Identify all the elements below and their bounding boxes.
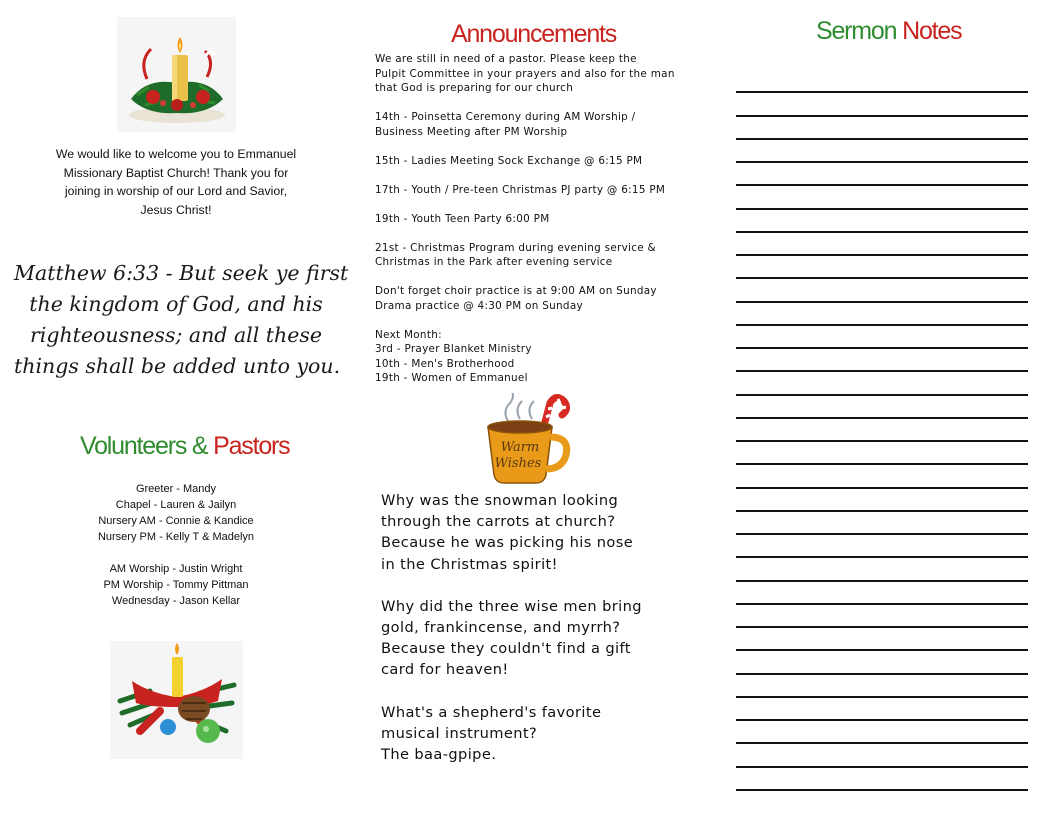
scripture-verse — [14, 258, 349, 382]
warm-wishes-mug-image — [480, 393, 576, 485]
joke-line: through the carrots at church? — [381, 513, 616, 531]
sermon-heading-red: Notes — [902, 17, 962, 45]
note-line — [736, 349, 1028, 372]
note-line — [736, 628, 1028, 651]
announcement-line: 19th - Women of Emmanuel — [375, 372, 528, 384]
welcome-line: Jesus Christ! — [140, 202, 212, 217]
announcements-heading-text: Announcements — [451, 20, 617, 48]
announcement-line: 15th - Ladies Meeting Sock Exchange @ 6:15 PM — [375, 154, 643, 167]
announcement-line: that God is preparing for our church — [375, 82, 574, 94]
announcement-line: We are still in need of a pastor. Please keep the — [375, 53, 637, 65]
note-line — [736, 372, 1028, 395]
note-line — [736, 675, 1028, 698]
joke-line: in the Christmas spirit! — [381, 555, 558, 573]
candle-wreath-image — [117, 17, 236, 132]
volunteer-item: Chapel - Lauren & Jailyn — [115, 499, 237, 511]
verse-line: Matthew 6:33 - But seek ye first — [14, 261, 349, 285]
candle-pinecone-image — [110, 641, 243, 759]
christmas-jokes — [381, 490, 701, 765]
announcements-list — [375, 52, 695, 386]
joke-line: Why did the three wise men bring — [381, 597, 642, 615]
note-line — [736, 419, 1028, 442]
verse-line: things shall be added unto you. — [14, 354, 341, 378]
volunteers-heading — [80, 432, 289, 461]
joke-line: Because they couldn't find a gift — [381, 640, 631, 658]
volunteers-heading-red: Pastors — [213, 432, 290, 460]
announcement-line: 19th - Youth Teen Party 6:00 PM — [375, 212, 550, 225]
joke-line: card for heaven! — [381, 661, 509, 679]
announcement-gap — [375, 226, 695, 241]
joke-line: Why was the snowman looking — [381, 492, 619, 509]
right-panel — [704, 0, 1056, 816]
note-line — [736, 582, 1028, 605]
welcome-line: We would like to welcome you to Emmanuel — [55, 147, 297, 161]
mug-text-warm: Warm — [500, 440, 540, 455]
joke-gap — [381, 681, 701, 702]
volunteer-item: Nursery PM - Kelly T & Madelyn — [97, 531, 255, 543]
announcement-line: 14th - Poinsetta Ceremony during AM Worship / — [375, 111, 636, 123]
note-line — [736, 163, 1028, 186]
left-panel — [0, 0, 352, 816]
list-spacer — [70, 545, 282, 561]
announcement-line: 3rd - Prayer Blanket Ministry — [375, 343, 532, 355]
announcement-gap — [375, 313, 695, 328]
middle-panel — [352, 0, 704, 816]
note-line — [736, 721, 1028, 744]
verse-line: the kingdom of God, and his — [29, 292, 323, 316]
note-line — [736, 279, 1028, 302]
announcement-line: Christmas in the Park after evening service — [375, 256, 613, 268]
announcements-heading — [451, 20, 616, 49]
note-line — [736, 512, 1028, 535]
note-line — [736, 186, 1028, 209]
sermon-heading-green: Sermon — [816, 17, 897, 45]
note-line — [736, 256, 1028, 279]
note-line — [736, 489, 1028, 512]
note-line — [736, 558, 1028, 581]
announcement-line: Business Meeting after PM Worship — [375, 125, 568, 138]
note-line — [736, 233, 1028, 256]
note-line — [736, 698, 1028, 721]
announcement-gap — [375, 96, 695, 111]
verse-line: righteousness; and all these — [29, 323, 323, 347]
note-line — [736, 117, 1028, 140]
announcement-gap — [375, 168, 695, 183]
volunteer-item: Greeter - Mandy — [135, 483, 217, 495]
welcome-message — [30, 145, 322, 219]
note-line — [736, 465, 1028, 488]
note-line — [736, 442, 1028, 465]
announcement-line: Next Month: — [375, 328, 442, 341]
note-line — [736, 210, 1028, 233]
note-line — [736, 535, 1028, 558]
volunteers-heading-green: Volunteers & — [80, 432, 208, 460]
pastor-item: PM Worship - Tommy Pittman — [103, 579, 249, 591]
mug-text-wishes: Wishes — [494, 456, 542, 471]
announcement-line: 21st - Christmas Program during evening service & — [375, 241, 656, 254]
note-line — [736, 744, 1028, 767]
sermon-notes-lines — [736, 70, 1028, 791]
announcement-line: 10th - Men's Brotherhood — [375, 357, 515, 370]
note-line — [736, 93, 1028, 116]
note-line — [736, 140, 1028, 163]
joke-gap — [381, 575, 701, 596]
announcement-gap — [375, 139, 695, 154]
note-line — [736, 651, 1028, 674]
joke-line: Because he was picking his nose — [381, 534, 634, 552]
joke-line: What's a shepherd's favorite — [381, 703, 602, 721]
pastor-item: Wednesday - Jason Kellar — [111, 595, 241, 607]
note-line — [736, 396, 1028, 419]
announcement-line: Don't forget choir practice is at 9:00 AM on Sunday — [375, 285, 657, 297]
sermon-notes-heading — [816, 17, 961, 46]
announcement-gap — [375, 197, 695, 212]
joke-line: gold, frankincense, and myrrh? — [381, 619, 621, 637]
volunteers-list — [70, 481, 282, 609]
announcement-line: Drama practice @ 4:30 PM on Sunday — [375, 299, 583, 312]
announcement-line: 17th - Youth / Pre-teen Christmas PJ party @ 6:15 PM — [375, 183, 666, 196]
welcome-line: Missionary Baptist Church! Thank you for — [63, 165, 289, 180]
announcement-line: Pulpit Committee in your prayers and also for the man — [375, 67, 675, 80]
announcement-gap — [375, 270, 695, 285]
note-line — [736, 605, 1028, 628]
note-line — [736, 326, 1028, 349]
note-line — [736, 70, 1028, 93]
volunteer-item: Nursery AM - Connie & Kandice — [98, 515, 254, 527]
welcome-line: joining in worship of our Lord and Savior, — [64, 184, 288, 198]
note-line — [736, 768, 1028, 791]
note-line — [736, 303, 1028, 326]
joke-line: musical instrument? — [381, 724, 538, 742]
pastor-item: AM Worship - Justin Wright — [109, 563, 243, 575]
joke-line: The baa-gpipe. — [381, 746, 497, 764]
